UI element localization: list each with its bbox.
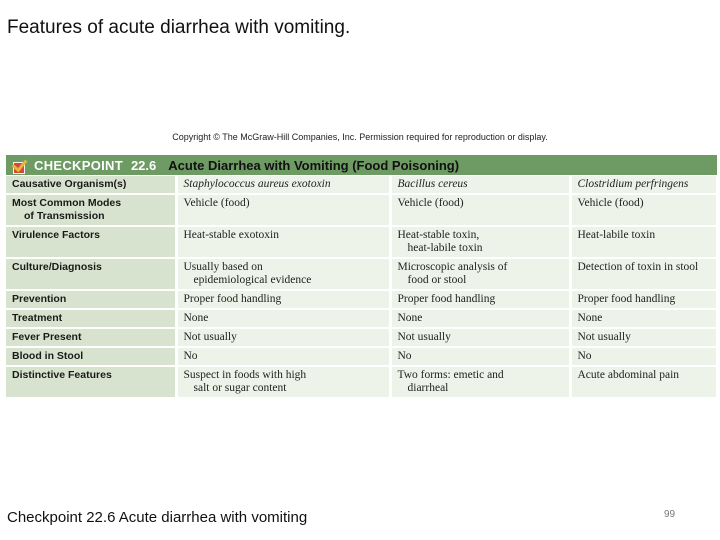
- cell-line: Not usually: [397, 331, 451, 343]
- table-cell: [570, 290, 717, 309]
- table-cell: [176, 258, 390, 290]
- table-cell: [570, 309, 717, 328]
- cell-line: Heat-stable toxin,: [397, 229, 480, 241]
- cell-line: Suspect in foods with high: [183, 369, 307, 381]
- cell-line: Vehicle (food): [577, 197, 644, 209]
- cell-line: Proper food handling: [183, 293, 282, 305]
- cell-line: Microscopic analysis of: [397, 261, 508, 273]
- table-cell: [390, 290, 570, 309]
- table-cell: [390, 226, 570, 258]
- table-cell: [570, 226, 717, 258]
- table-row: [6, 309, 717, 328]
- cell-line: Not usually: [183, 331, 237, 343]
- table-cell: [390, 194, 570, 226]
- table-cell: [176, 176, 390, 194]
- table-cell: [176, 309, 390, 328]
- row-label: [6, 309, 176, 328]
- cell-line: epidemiological evidence: [193, 274, 312, 286]
- table-cell: [570, 176, 717, 194]
- cell-line: heat-labile toxin: [407, 242, 483, 254]
- table-row: [6, 176, 717, 194]
- table-cell: [390, 309, 570, 328]
- cell-line: Detection of toxin in stool: [577, 261, 699, 273]
- cell-line: food or stool: [407, 274, 467, 286]
- slide-caption: Checkpoint 22.6 Acute diarrhea with vomiting: [7, 509, 308, 526]
- table-cell: [390, 258, 570, 290]
- table-row: [6, 290, 717, 309]
- row-label: [6, 366, 176, 398]
- cell-line: Vehicle (food): [397, 197, 464, 209]
- cell-line: Bacillus cereus: [397, 178, 468, 190]
- cell-line: Acute abdominal pain: [577, 369, 680, 381]
- cell-line: No: [397, 350, 412, 362]
- cell-line: Two forms: emetic and: [397, 369, 504, 381]
- table-cell: [176, 328, 390, 347]
- row-label: [6, 226, 176, 258]
- table-cell: [570, 194, 717, 226]
- row-label-line: Treatment: [12, 312, 63, 324]
- row-label-line: Culture/Diagnosis: [12, 261, 102, 273]
- row-label: [6, 328, 176, 347]
- row-label: [6, 347, 176, 366]
- slide-title: Features of acute diarrhea with vomiting.: [7, 17, 351, 38]
- cell-line: None: [577, 312, 603, 324]
- cell-line: Usually based on: [183, 261, 263, 273]
- row-label: [6, 194, 176, 226]
- row-label-line: Virulence Factors: [12, 229, 100, 241]
- cell-line: Heat-labile toxin: [577, 229, 656, 241]
- table-cell: [390, 347, 570, 366]
- cell-line: Vehicle (food): [183, 197, 250, 209]
- row-label-line: Distinctive Features: [12, 369, 112, 381]
- cell-line: None: [183, 312, 209, 324]
- copyright-notice: Copyright © The McGraw-Hill Companies, Inc. Permission required for reproduction or display.: [172, 132, 548, 142]
- table-row: [6, 226, 717, 258]
- cell-line: salt or sugar content: [193, 382, 287, 394]
- cell-line: Proper food handling: [397, 293, 496, 305]
- table-cell: [176, 366, 390, 398]
- table-cell: [176, 290, 390, 309]
- checkpoint-title: Acute Diarrhea with Vomiting (Food Poisoning): [168, 157, 460, 173]
- row-label-line: Prevention: [12, 293, 67, 305]
- table-cell: [570, 347, 717, 366]
- checkpoint-number: 22.6: [130, 157, 157, 173]
- cell-line: Clostridium perfringens: [577, 178, 689, 190]
- row-label-line: Most Common Modes: [12, 197, 122, 209]
- table-row: [6, 258, 717, 290]
- cell-line: No: [577, 350, 592, 362]
- cell-line: Staphylococcus aureus exotoxin: [183, 178, 331, 190]
- table-row: [6, 328, 717, 347]
- table-cell: [570, 366, 717, 398]
- table-row: [6, 347, 717, 366]
- table-cell: [570, 328, 717, 347]
- table-cell: [390, 176, 570, 194]
- cell-line: Not usually: [577, 331, 631, 343]
- cell-line: No: [183, 350, 198, 362]
- table-cell: [176, 226, 390, 258]
- table-cell: [390, 328, 570, 347]
- checkpoint-label: CHECKPOINT: [34, 157, 123, 173]
- checkpoint-header: [6, 155, 717, 175]
- cell-line: diarrheal: [407, 382, 449, 394]
- table-cell: [390, 366, 570, 398]
- table-row: [6, 194, 717, 226]
- table-cell: [176, 194, 390, 226]
- cell-line: None: [397, 312, 423, 324]
- table-row: [6, 366, 717, 398]
- row-label: [6, 258, 176, 290]
- page-number: 99: [664, 509, 676, 520]
- table-cell: [176, 347, 390, 366]
- row-label-line: Causative Organism(s): [12, 178, 127, 190]
- row-label-line: Blood in Stool: [12, 350, 84, 362]
- row-label-line: of Transmission: [24, 210, 105, 222]
- row-label-line: Fever Present: [12, 331, 82, 343]
- row-label: [6, 290, 176, 309]
- checkbox-check-icon: [12, 157, 28, 173]
- food-poisoning-table: [6, 176, 719, 399]
- row-label: [6, 176, 176, 194]
- table-cell: [570, 258, 717, 290]
- cell-line: Heat-stable exotoxin: [183, 229, 279, 241]
- cell-line: Proper food handling: [577, 293, 676, 305]
